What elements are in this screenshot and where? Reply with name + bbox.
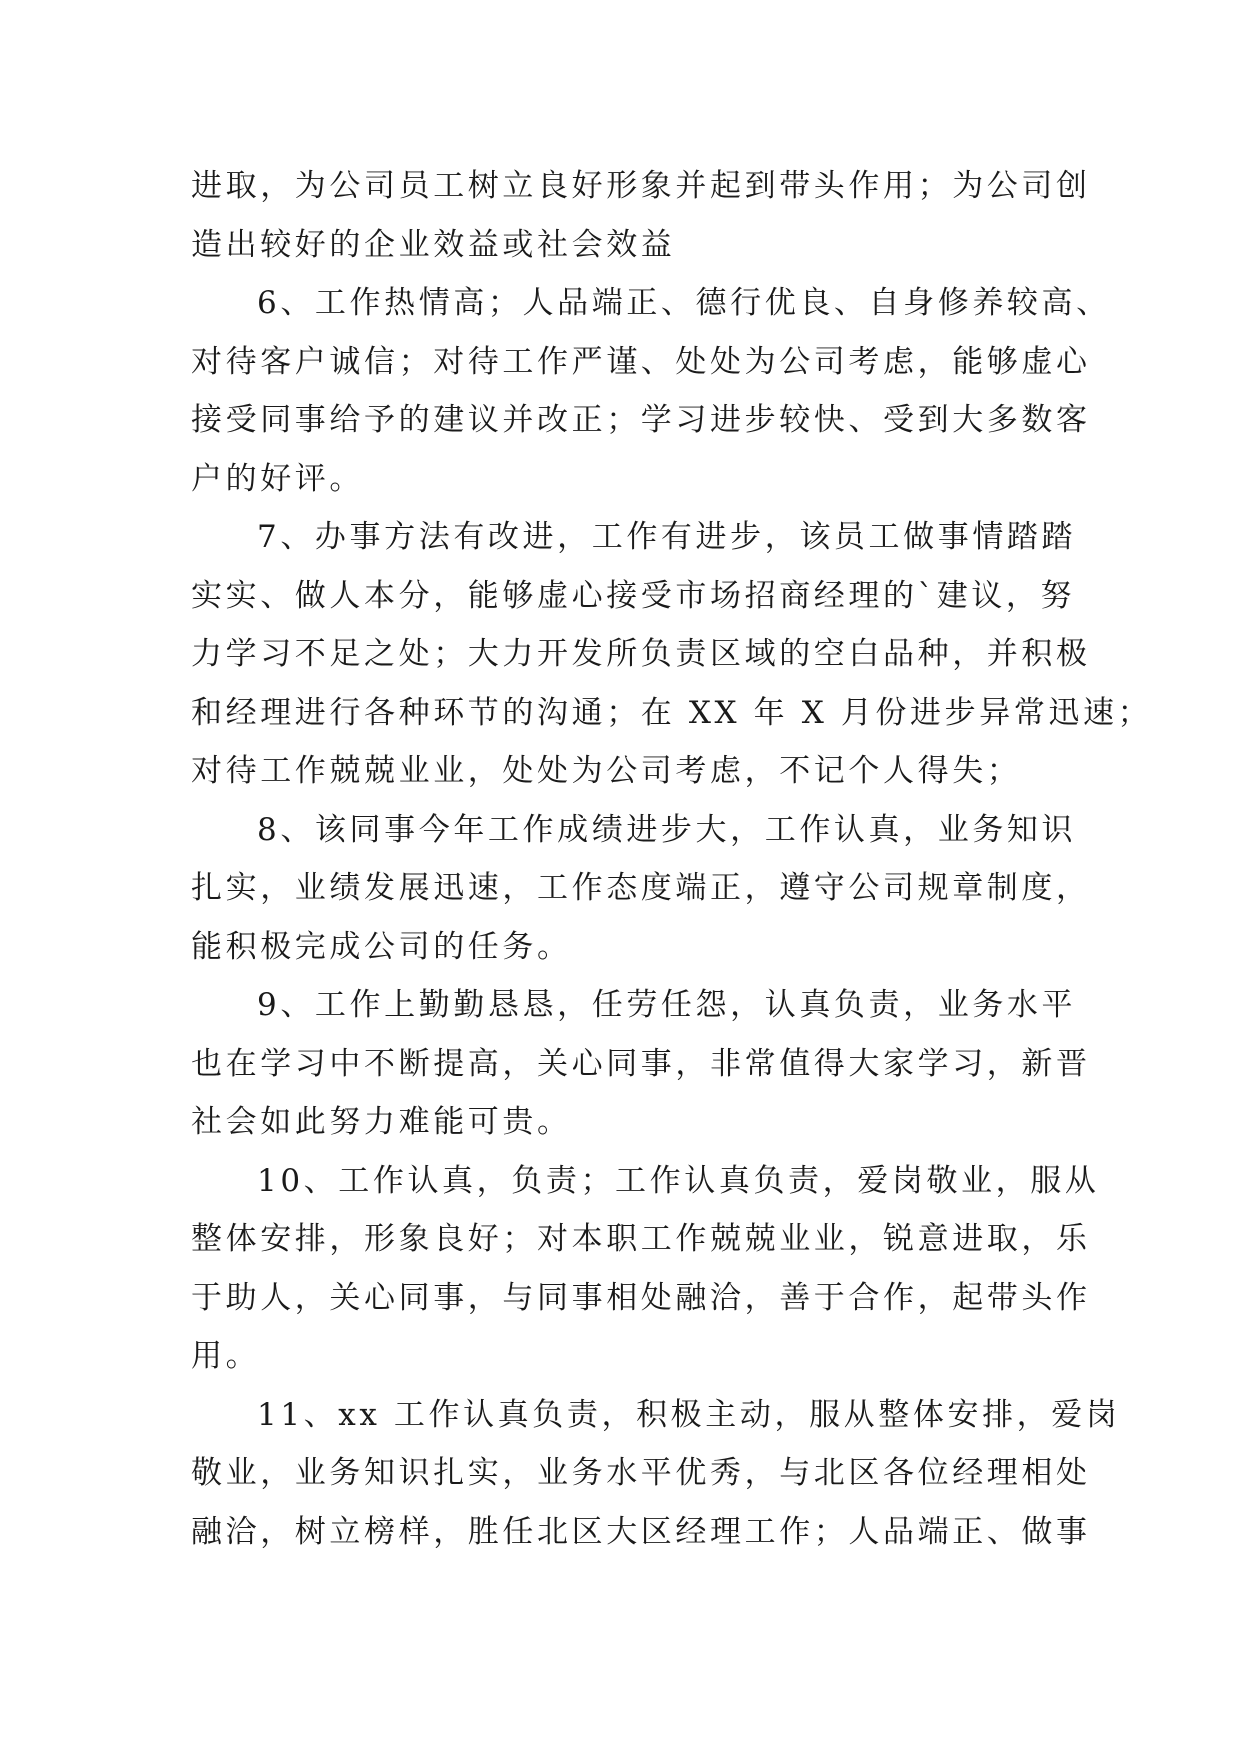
- text-line: 户的好评。: [191, 460, 364, 497]
- text-line: 力学习不足之处；大力开发所负责区域的空白品种，并积极: [191, 636, 1091, 672]
- text-line: 对待工作兢兢业业，处处为公司考虑，不记个人得失；: [191, 753, 1022, 789]
- text-line: 7、办事方法有改进，工作有进步，该员工做事情踏踏: [257, 519, 1077, 555]
- paragraph-continuation: [191, 157, 1091, 274]
- paragraph-item-11: [191, 1386, 1121, 1562]
- text-line: 11、xx 工作认真负责，积极主动，服从整体安排，爱岗: [257, 1396, 1121, 1433]
- text-line: 融洽，树立榜样，胜任北区大区经理工作；人品端正、做事: [191, 1513, 1091, 1550]
- text-line: 于助人，关心同事，与同事相处融洽，善于合作，起带头作: [191, 1279, 1091, 1316]
- paragraph-item-9: [191, 976, 1091, 1152]
- text-line: 10、工作认真，负责；工作认真负责，爱岗敬业，服从: [257, 1162, 1100, 1199]
- text-line: 社会如此努力难能可贵。: [191, 1104, 572, 1140]
- text-line: 敬业，业务知识扎实，业务水平优秀，与北区各位经理相处: [191, 1455, 1091, 1491]
- text-line: 扎实，业绩发展迅速，工作态度端正，遵守公司规章制度，: [191, 870, 1091, 906]
- text-line: 造出较好的企业效益或社会效益: [191, 226, 676, 263]
- text-line: 也在学习中不断提高，关心同事，非常值得大家学习，新晋: [191, 1045, 1091, 1082]
- text-line: 进取，为公司员工树立良好形象并起到带头作用；为公司创: [191, 168, 1091, 204]
- text-line: 实实、做人本分，能够虚心接受市场招商经理的`建议，努: [191, 577, 1076, 614]
- paragraph-item-7: [191, 508, 1153, 801]
- text-line: 和经理进行各种环节的沟通；在 XX 年 X 月份进步异常迅速；: [191, 694, 1153, 731]
- text-line: 用。: [191, 1338, 261, 1374]
- text-line: 接受同事给予的建议并改正；学习进步较快、受到大多数客: [191, 402, 1091, 438]
- text-line: 对待客户诚信；对待工作严谨、处处为公司考虑，能够虚心: [191, 343, 1091, 380]
- paragraph-item-8: [191, 801, 1091, 977]
- text-line: 9、工作上勤勤恳恳，任劳任怨，认真负责，业务水平: [257, 987, 1077, 1023]
- text-line: 整体安排，形象良好；对本职工作兢兢业业，锐意进取，乐: [191, 1221, 1091, 1257]
- paragraph-item-6: [191, 274, 1111, 508]
- text-line: 6、工作热情高；人品端正、德行优良、自身修养较高、: [257, 285, 1111, 321]
- text-line: 能积极完成公司的任务。: [191, 928, 572, 965]
- paragraph-item-10: [191, 1152, 1100, 1386]
- document-body: [191, 157, 1153, 1561]
- text-line: 8、该同事今年工作成绩进步大，工作认真，业务知识: [257, 811, 1077, 848]
